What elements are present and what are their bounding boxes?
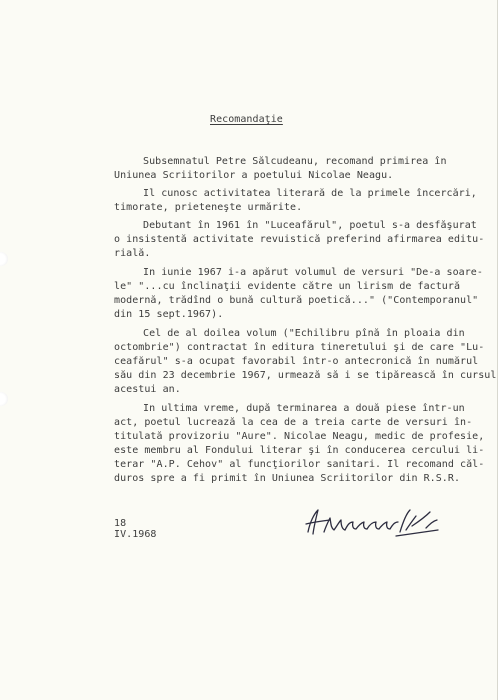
punch-hole — [0, 252, 8, 266]
text-line: o insistentă activitate revuistică preferind afirmarea editu- — [114, 234, 485, 245]
text-line: timorate, prieteneşte urmărite. — [114, 202, 303, 213]
text-line: duros spre a fi primit în Uniunea Scriitorilor din R.S.R. — [114, 473, 461, 484]
text-line: terar "A.P. Cehov" al funcţiorilor sanitari. Il recomand căl- — [114, 459, 485, 470]
handwritten-signature — [300, 502, 480, 542]
text-line: Il cunosc activitatea literară de la primele încercări, — [143, 188, 477, 199]
text-line: le" "...cu înclinaţii evidente către un lirism de factură — [114, 281, 461, 292]
text-line: rială. — [114, 248, 151, 259]
text-line: ceafărul" s-a ocupat favorabil într-o antecronică în numărul — [114, 356, 479, 367]
text-line: Uniunea Scriitorilor a poetului Nicolae Neagu. — [114, 170, 394, 181]
text-line: este membru al Fondului literar şi în conducerea cercului li- — [114, 445, 485, 456]
text-line: acestui an. — [114, 384, 181, 395]
text-line: său din 23 decembrie 1967, urmează să i se tipărească în cursul — [114, 370, 497, 381]
text-line: Debutant în 1961 în "Luceafărul", poetul s-a desfăşurat — [143, 220, 477, 231]
text-line: modernă, trădînd o bună cultură poetică..." ("Contemporanul" — [114, 295, 479, 306]
text-line: In iunie 1967 i-a apărut volumul de versuri "De-a soare- — [143, 267, 483, 278]
punch-hole — [0, 392, 8, 406]
document-date: 18 IV.1968 — [114, 518, 157, 540]
text-line: Cel de al doilea volum ("Echilibru pînă în ploaia din — [143, 328, 465, 339]
text-line: titulată provizoriu "Aure". Nicolae Neagu, medic de profesie, — [114, 431, 485, 442]
text-line: Subsemnatul Petre Sălcudeanu, recomand primirea în — [143, 156, 447, 167]
text-line: act, poetul lucrează la cea de a treia carte de versuri în- — [114, 417, 473, 428]
text-line: In ultima vreme, după terminarea a două piese într-un — [143, 403, 465, 414]
document-title: Recomandaţie — [210, 114, 283, 125]
text-line: din 15 sept.1967). — [114, 309, 224, 320]
text-line: octombrie") contractat în editura tineretului şi de care "Lu- — [114, 342, 485, 353]
